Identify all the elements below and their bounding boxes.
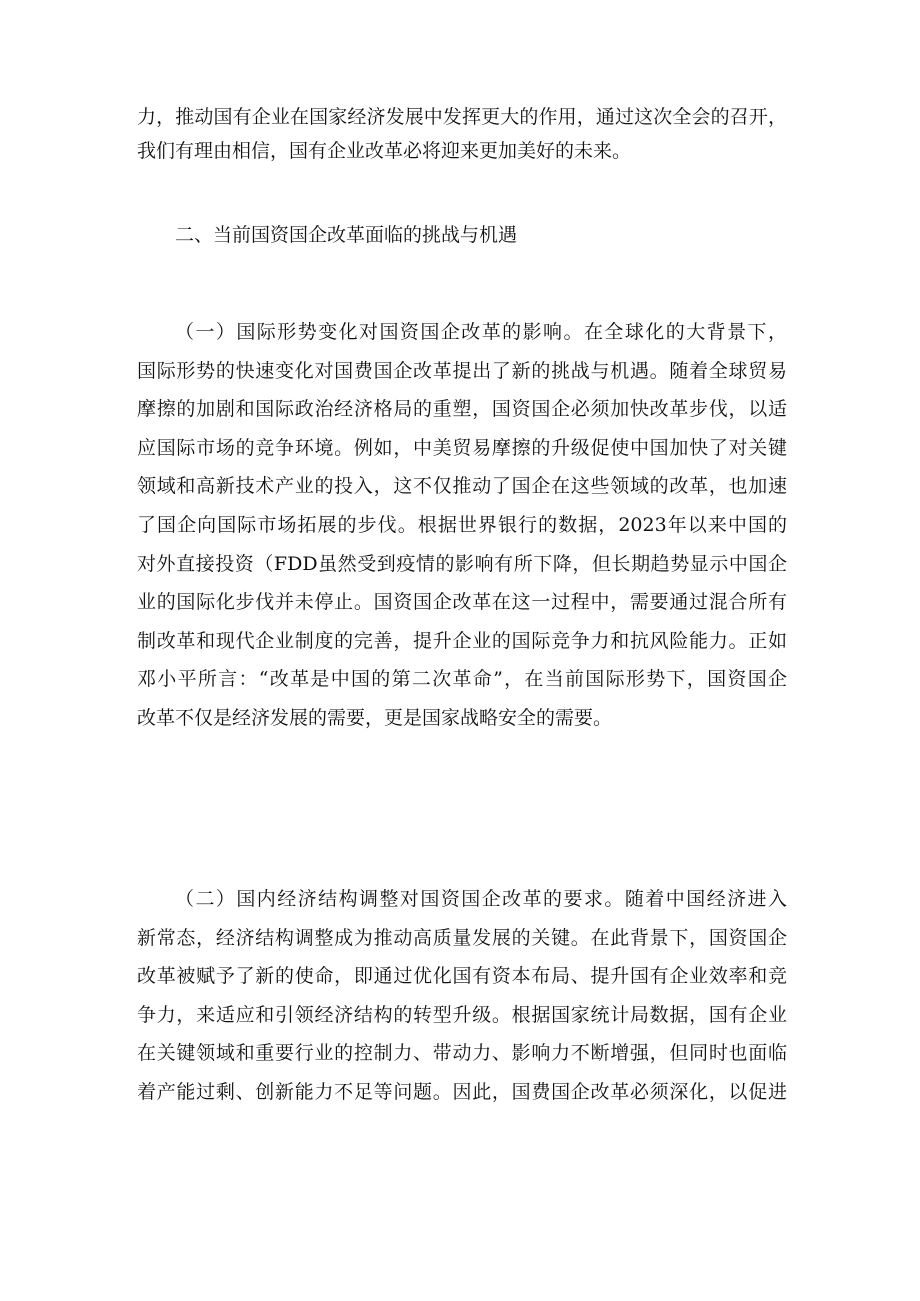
text-line: 邓小平所言：“改革是中国的第二次革命”，在当前国际形势下，国资国企: [137, 668, 787, 691]
text-line: 应国际市场的竞争环境。例如，中美贸易摩擦的升级促使中国加快了对关键: [137, 436, 787, 459]
paragraph-domestic: [137, 880, 787, 1112]
paragraph-international: [137, 313, 787, 738]
text-line: 改革被赋予了新的使命，即通过优化国有资本布局、提升国有企业效率和竞: [137, 965, 787, 988]
text-line: 新常态，经济结构调整成为推动高质量发展的关键。在此背景下，国资国企: [137, 926, 787, 949]
paragraph-top: [137, 100, 787, 168]
text-line: 业的国际化步伐并未停止。国资国企改革在这一过程中，需要通过混合所有: [137, 591, 787, 614]
text-line: 制改革和现代企业制度的完善，提升企业的国际竞争力和抗风险能力。正如: [137, 629, 787, 652]
text-line: 了国企向国际市场拓展的步伐。根据世界银行的数据，2023年以来中国的: [137, 513, 787, 536]
text-line: 争力，来适应和引领经济结构的转型升级。根据国家统计局数据，国有企业: [137, 1003, 787, 1026]
text-line: （二）国内经济结构调整对国资国企改革的要求。随着中国经济进入: [175, 888, 787, 910]
text-line: 在关键领域和重要行业的控制力、带动力、影响力不断增强，但同时也面临: [137, 1042, 787, 1065]
section-heading: 二、当前国资国企改革面临的挑战与机遇: [175, 224, 518, 246]
text-line: 改革不仅是经济发展的需要，更是国家战略安全的需要。: [137, 706, 613, 729]
text-line: 对外直接投资（FDD虽然受到疫情的影响有所下降，但长期趋势显示中国企: [137, 552, 787, 575]
text-line: 着产能过剩、创新能力不足等问题。因此，国费国企改革必须深化，以促进: [137, 1080, 787, 1103]
text-line: 我们有理由相信，国有企业改革必将迎来更加美好的未来。: [137, 140, 632, 162]
text-line: 国际形势的快速变化对国费国企改革提出了新的挑战与机遇。随着全球贸易: [137, 359, 787, 382]
text-line: 领域和高新技术产业的投入，这不仅推动了国企在这些领域的改革，也加速: [137, 475, 787, 498]
text-line: （一）国际形势变化对国资国企改革的影响。在全球化的大背景下，: [175, 321, 787, 343]
text-line: 力，推动国有企业在国家经济发展中发挥更大的作用，通过这次全会的召开，: [137, 106, 787, 128]
text-line: 摩擦的加剧和国际政治经济格局的重塑，国资国企必须加快改革步伐，以适: [137, 398, 787, 421]
